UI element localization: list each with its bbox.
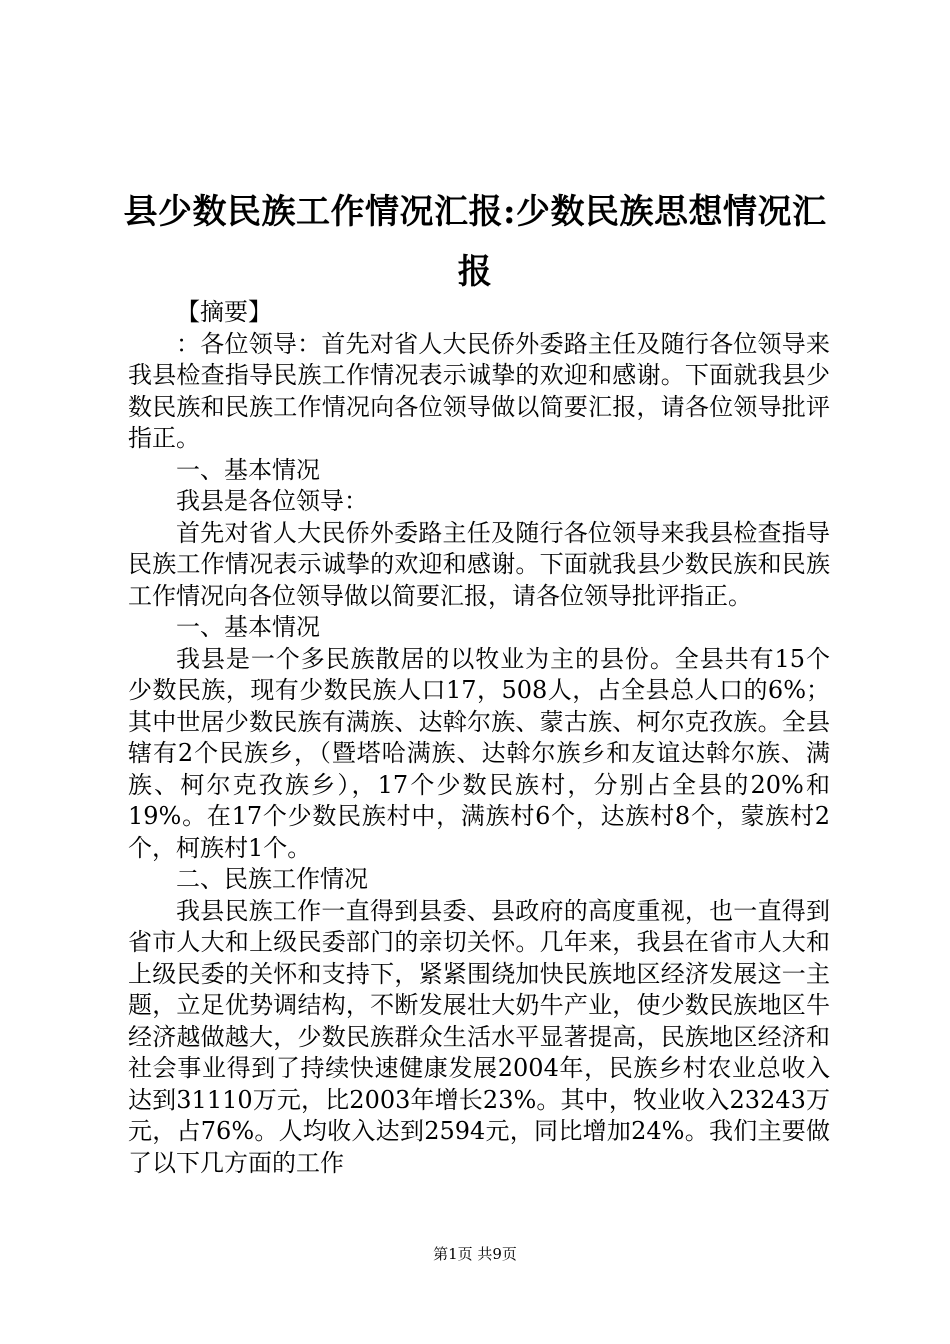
document-title: 县少数民族工作情况汇报:少数民族思想情况汇报 — [123, 192, 827, 292]
paragraph-abstract-label: 【摘要】 — [176, 298, 272, 326]
section-heading-work: 二、民族工作情况 — [176, 865, 368, 893]
paragraph-abstract-text: ：各位领导：首先对省人大民侨外委路主任及随行各位领导来我县检查指导民族工作情况表示诚挚的欢迎和感谢。下面就我县少数民族和民族工作情况向各位领导做以简要汇报，请各位领导批评指正。 — [128, 329, 830, 452]
section-heading-basic-1: 一、基本情况 — [176, 455, 320, 484]
paragraph-intro: 首先对省人大民侨外委路主任及随行各位领导来我县检查指导民族工作情况表示诚挚的欢迎和感谢。下面就我县少数民族和民族工作情况向各位领导做以简要汇报，请各位领导批评指正。 — [128, 518, 830, 610]
paragraph-basic-info: 我县是一个多民族散居的以牧业为主的县份。全县共有15个少数民族，现有少数民族人口17，508人，占全县总人口的6%；其中世居少数民族有满族、达斡尔族、蒙古族、柯尔克孜族。全县辖有2个民族乡，（暨塔哈满族、达斡尔族乡和友谊达斡尔族、满族、柯尔克孜族乡），17个少数民族村，分别占全县的20%和19%。在17个少数民族村中，满族村6个，达族村8个，蒙族村2个，柯族村1个。 — [128, 644, 830, 862]
document-body — [128, 297, 830, 1179]
paragraph-greeting: 我县是各位领导： — [176, 487, 368, 515]
section-heading-basic-2: 一、基本情况 — [176, 613, 320, 641]
page-footer: 第1页 共9页 — [433, 1245, 517, 1263]
paragraph-work-info: 我县民族工作一直得到县委、县政府的高度重视，也一直得到省市人大和上级民委部门的亲切关怀。几年来，我县在省市人大和上级民委的关怀和支持下，紧紧围绕加快民族地区经济发展这一主题，立足优势调结构，不断发展壮大奶牛产业，使少数民族地区牛经济越做越大，少数民族群众生活水平显著提高，民族地区经济和社会事业得到了持续快速健康发展2004年，民族乡村农业总收入达到31110万元，比2003年增长23%。其中，牧业收入23243万元，占76%。人均收入达到2594元，同比增加24%。我们主要做了以下几方面的工作 — [128, 896, 830, 1177]
